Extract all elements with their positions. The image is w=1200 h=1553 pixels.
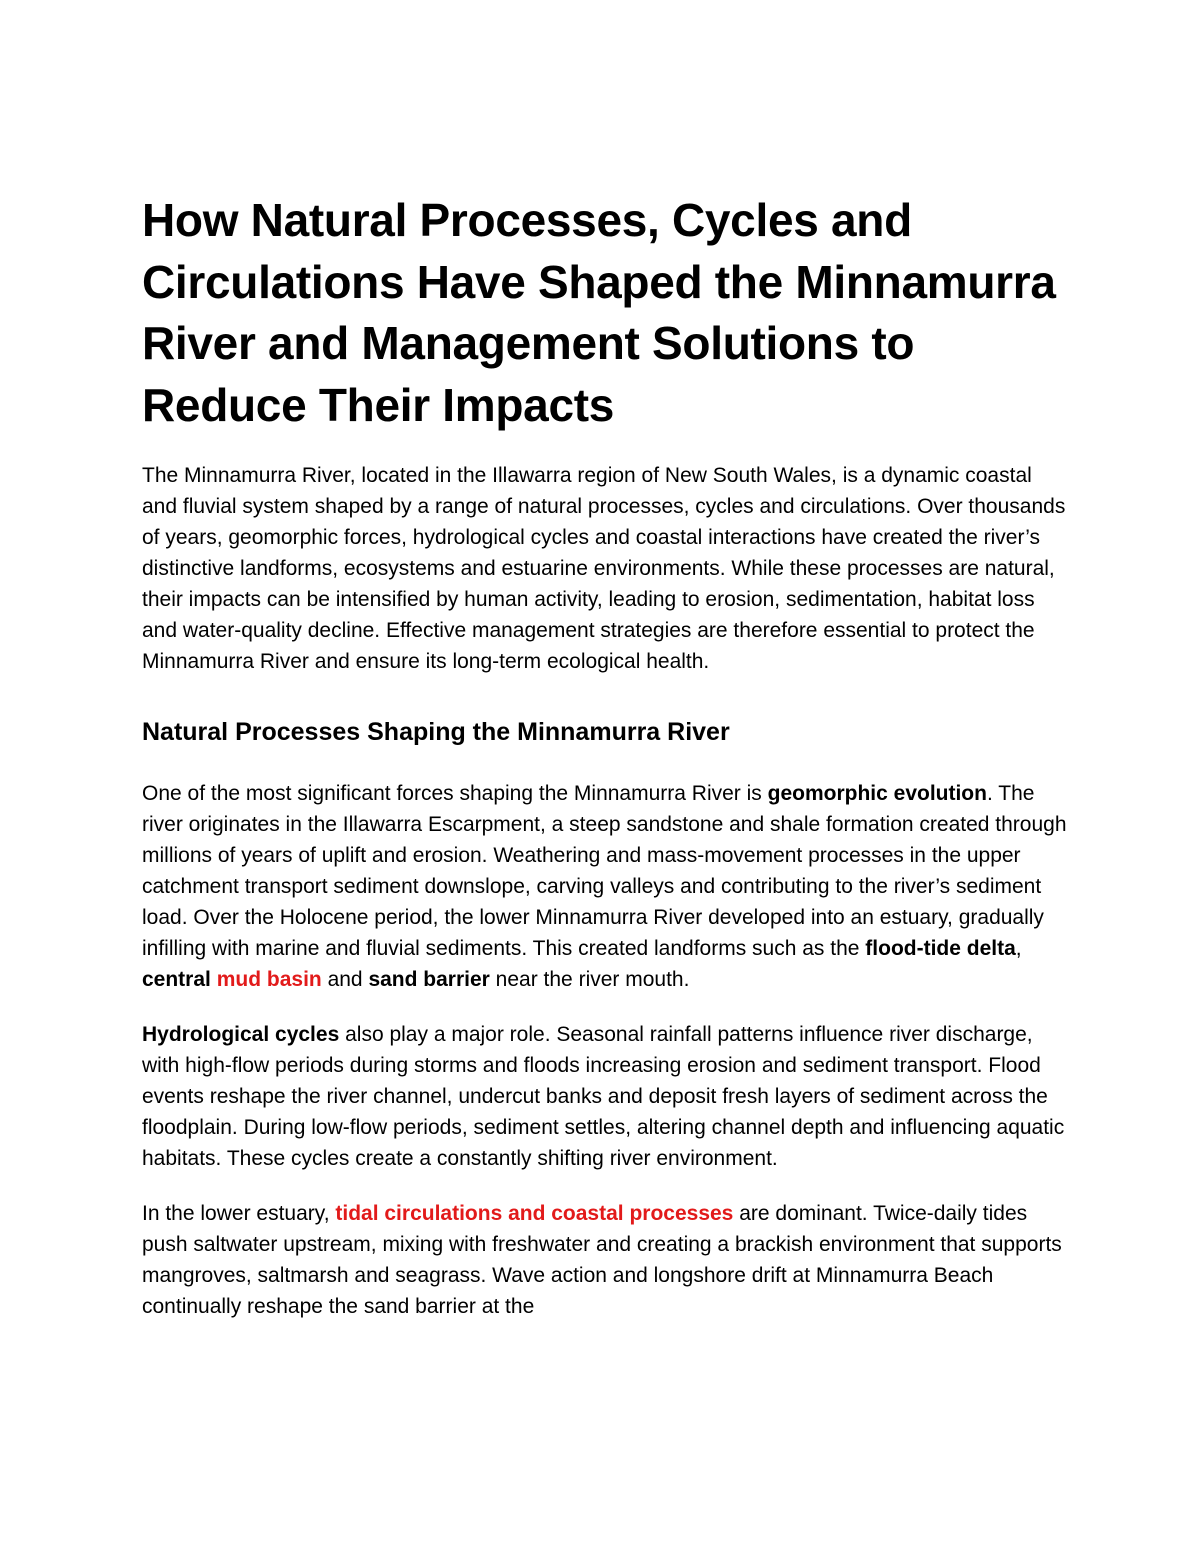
text-run: . The river originates in the Illawarra Escarpment, a steep sandstone and shale formation created through millions of years of uplift and erosion. Weathering and mass‑movement processes in the upper catchment transport sediment downslope, carving valleys and contributing to the river’s sediment load. Over the Holocene period, the lower Minnamurra River developed into an estuary, gradually infilling with marine and fluvial sediments. This created landforms such as the <box>142 782 1067 960</box>
text-run: are dominant. Twice‑daily tides push saltwater upstream, mixing with freshwater and creating a brackish environment that supports mangroves, saltmarsh and seagrass. Wave action and longshore drift at Minnamurra Beach continually reshape the sand barrier at the <box>142 1202 1062 1318</box>
text-run: In the lower estuary, <box>142 1202 336 1225</box>
highlighted-term-tidal-circulations: tidal circulations and coastal processes <box>335 1202 734 1225</box>
document-title: How Natural Processes, Cycles and Circulations Have Shaped the Minnamurra River and Management Solutions to Reduce Their Impacts <box>142 194 1056 431</box>
section-heading: Natural Processes Shaping the Minnamurra River <box>142 718 730 746</box>
paragraph-tidal <box>142 1198 1067 1322</box>
intro-paragraph: The Minnamurra River, located in the Illawarra region of New South Wales, is a dynamic coastal and fluvial system shaped by a range of natural processes, cycles and circulations. Over thousands of years, geomorphic forces, hydrological cycles and coastal interactions have created the river’s distinctive landforms, ecosystems and estuarine environments. While these processes are natural, their impacts can be intensified by human activity, leading to erosion, sedimentation, habitat loss and water‑quality decline. Effective management strategies are therefore essential to protect the Minnamurra River and ensure its long‑term ecological health. <box>142 464 1066 673</box>
bold-term-central: central <box>142 968 211 991</box>
text-run: also play a major role. Seasonal rainfall patterns influence river discharge, with high‑flow periods during storms and floods increasing erosion and sediment transport. Flood events reshape the river channel, undercut banks and deposit fresh layers of sediment across the floodplain. During low‑flow periods, sediment settles, altering channel depth and influencing aquatic habitats. These cycles create a constantly shifting river environment. <box>142 1023 1065 1170</box>
bold-term-geomorphic-evolution: geomorphic evolution <box>767 782 987 805</box>
bold-term-sand-barrier: sand barrier <box>368 968 490 991</box>
text-run: , <box>1015 937 1022 960</box>
text-run: and <box>321 968 369 991</box>
text-run: One of the most significant forces shaping the Minnamurra River is <box>142 782 768 805</box>
highlighted-term-mud-basin: mud basin <box>216 968 322 991</box>
document-page <box>142 190 1067 1322</box>
bold-term-flood-tide-delta: flood‑tide delta <box>865 937 1016 960</box>
paragraph-geomorphic <box>142 778 1067 995</box>
paragraph-hydrological <box>142 1019 1067 1174</box>
bold-term-hydrological-cycles: Hydrological cycles <box>142 1023 340 1046</box>
text-run: near the river mouth. <box>489 968 690 991</box>
